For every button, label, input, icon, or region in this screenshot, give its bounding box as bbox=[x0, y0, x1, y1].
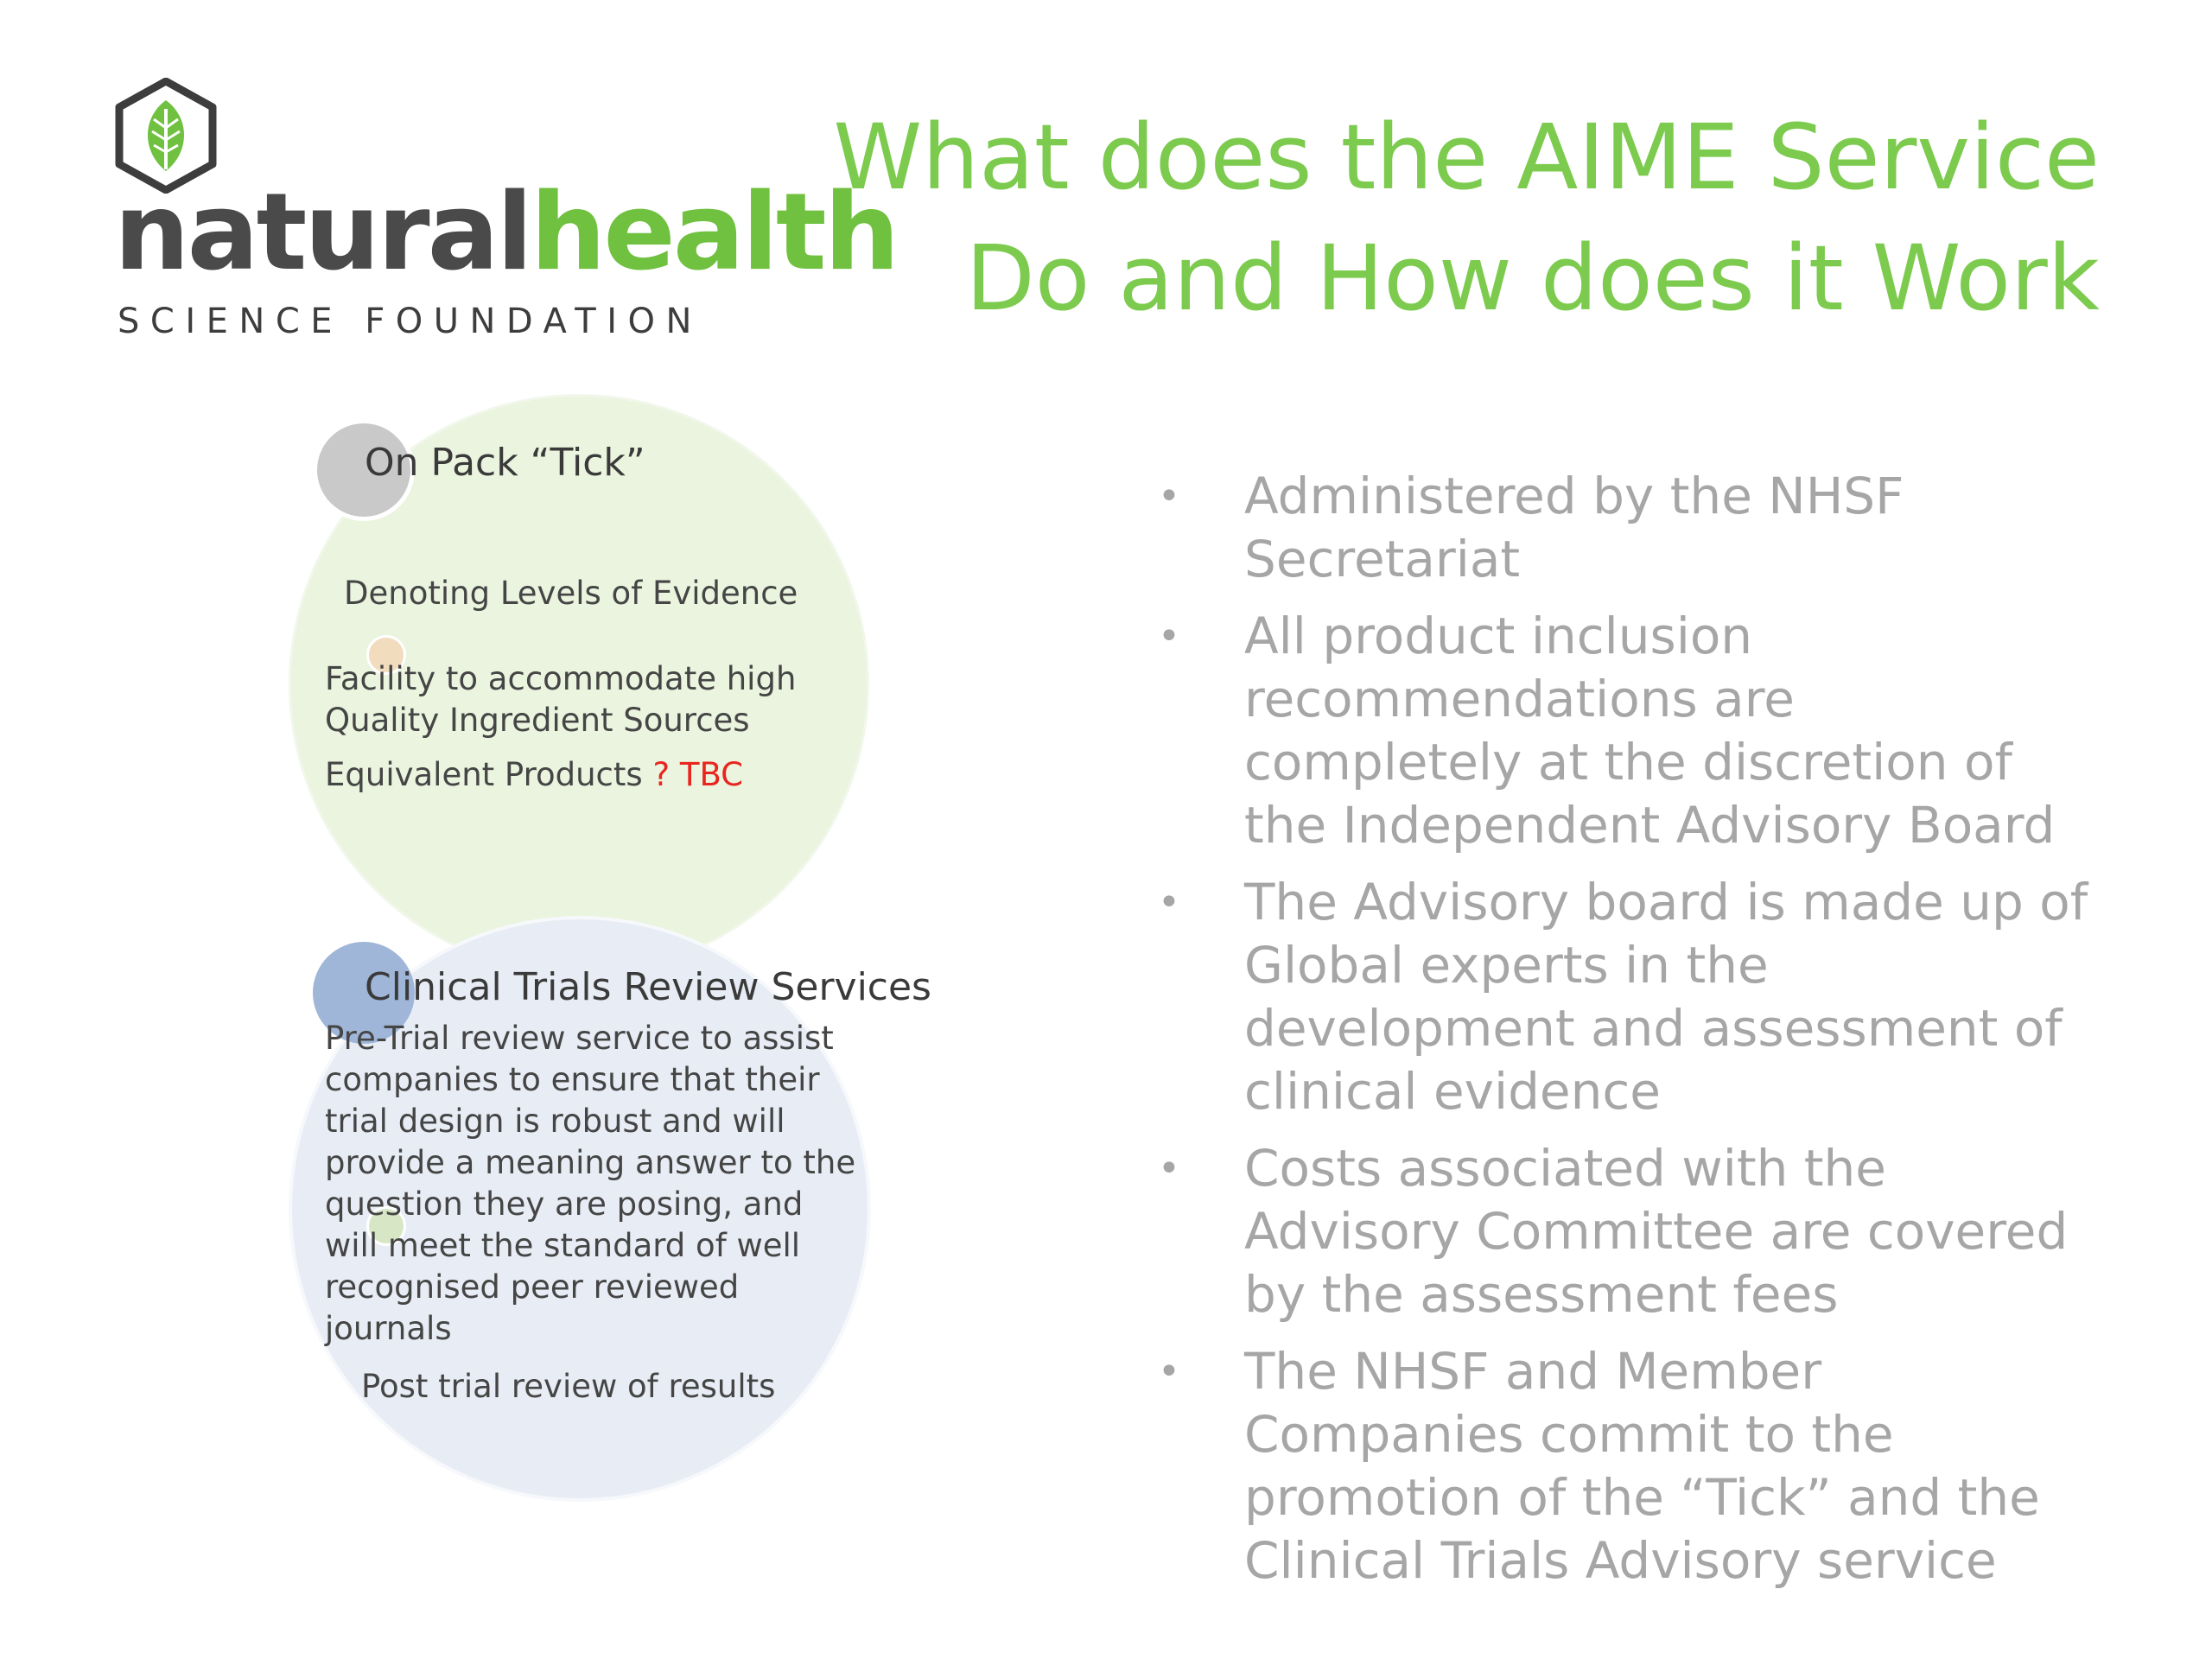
facility-text: Facility to accommodate high Quality Ingredient Sources bbox=[325, 660, 797, 739]
logo-natural: natural bbox=[114, 171, 531, 295]
bullet-line: by the assessment fees bbox=[1244, 1265, 1839, 1324]
tbc-label: ? TBC bbox=[652, 756, 744, 793]
bullet-line: The Advisory board is made up of bbox=[1244, 873, 2088, 931]
bullet-item bbox=[1158, 605, 2117, 857]
bullet-line: promotion of the “Tick” and the bbox=[1244, 1468, 2040, 1527]
bullet-line: Companies commit to the bbox=[1244, 1405, 1894, 1464]
bullet-line: Secretariat bbox=[1244, 530, 1521, 588]
bullet-line: completely at the discretion of bbox=[1244, 733, 2012, 791]
logo-health: health bbox=[530, 171, 898, 295]
equivalent-products-label: Equivalent Products bbox=[325, 756, 643, 793]
bullet-line: Administered by the NHSF bbox=[1244, 467, 1904, 525]
bullet-item bbox=[1158, 465, 2117, 591]
bullet-line: All product inclusion bbox=[1244, 607, 1753, 665]
bullet-line: Advisory Committee are covered bbox=[1244, 1202, 2069, 1261]
bullet-dot: • bbox=[1158, 880, 1180, 925]
pretrial-line: will meet the standard of well bbox=[325, 1227, 801, 1264]
bullet-item bbox=[1158, 1137, 2117, 1326]
title-line-1: What does the AIME Service bbox=[833, 105, 2100, 210]
bullet-item bbox=[1158, 871, 2117, 1123]
pretrial-line: provide a meaning answer to the bbox=[325, 1144, 856, 1181]
bullet-line: clinical evidence bbox=[1244, 1062, 1661, 1121]
pretrial-line: recognised peer reviewed bbox=[325, 1268, 740, 1306]
bullet-list bbox=[1158, 465, 2117, 1606]
pretrial-line: question they are posing, and bbox=[325, 1185, 804, 1223]
post-trial-text: Post trial review of results bbox=[361, 1368, 776, 1405]
bullet-item bbox=[1158, 1340, 2117, 1592]
equivalent-products-text bbox=[325, 756, 744, 793]
pretrial-line: journals bbox=[325, 1310, 452, 1347]
levels-of-evidence-text: Denoting Levels of Evidence bbox=[344, 575, 798, 612]
logo-tagline: SCIENCE FOUNDATION bbox=[118, 302, 702, 341]
clinical-trials-heading: Clinical Trials Review Services bbox=[365, 965, 931, 1009]
pretrial-line: trial design is robust and will bbox=[325, 1103, 785, 1140]
bullet-line: development and assessment of bbox=[1244, 999, 2063, 1058]
bullet-dot: • bbox=[1158, 1147, 1180, 1191]
bullet-line: The NHSF and Member bbox=[1244, 1342, 1822, 1401]
bullet-line: Costs associated with the bbox=[1244, 1139, 1886, 1198]
bullet-dot: • bbox=[1158, 614, 1180, 658]
pretrial-line: companies to ensure that their bbox=[325, 1061, 820, 1098]
page-title bbox=[804, 97, 2100, 339]
bullet-line: Clinical Trials Advisory service bbox=[1244, 1531, 1997, 1590]
pretrial-line: Pre-Trial review service to assist bbox=[325, 1020, 834, 1057]
bullet-dot: • bbox=[1158, 1350, 1180, 1394]
bullet-dot: • bbox=[1158, 474, 1180, 518]
pretrial-text bbox=[325, 1018, 878, 1350]
logo-wordmark bbox=[114, 171, 898, 295]
bullet-line: Global experts in the bbox=[1244, 936, 1769, 995]
bullet-line: the Independent Advisory Board bbox=[1244, 796, 2056, 855]
on-pack-heading: On Pack “Tick” bbox=[365, 441, 645, 485]
bullet-line: recommendations are bbox=[1244, 670, 1795, 728]
title-line-2: Do and How does it Work bbox=[965, 226, 2100, 331]
